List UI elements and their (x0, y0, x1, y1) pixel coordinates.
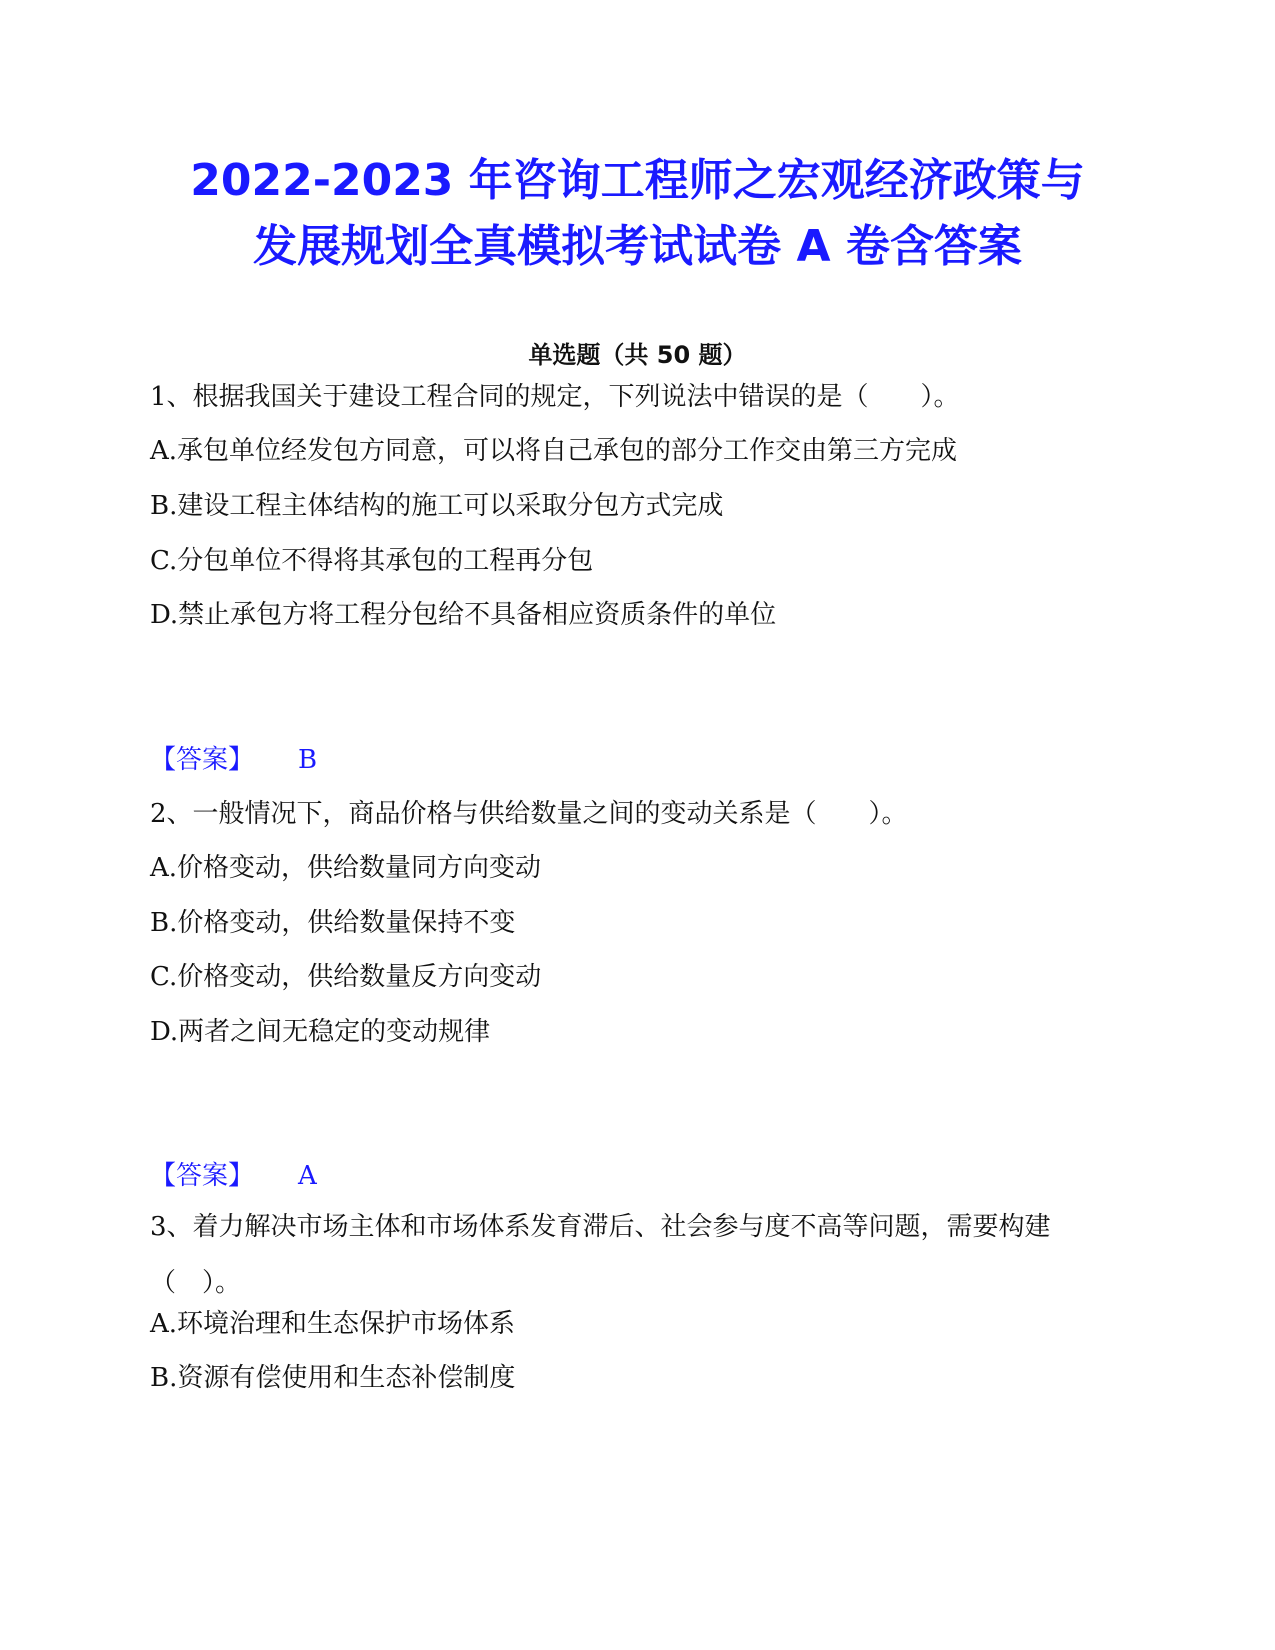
answer-value: B (298, 745, 318, 775)
question-1-option-c: C.分包单位不得将其承包的工程再分包 (150, 546, 594, 576)
document-title (120, 148, 1155, 280)
question-2-option-a: A.价格变动，供给数量同方向变动 (150, 853, 542, 883)
question-1-option-d: D.禁止承包方将工程分包给不具备相应资质条件的单位 (150, 600, 777, 630)
question-2-option-d: D.两者之间无稳定的变动规律 (150, 1017, 491, 1047)
answer-label: 【答案】 (150, 1161, 255, 1191)
question-3-option-a: A.环境治理和生态保护市场体系 (150, 1309, 516, 1339)
question-1-stem: 1、根据我国关于建设工程合同的规定，下列说法中错误的是（ ）。 (150, 382, 960, 412)
question-1-option-b: B.建设工程主体结构的施工可以采取分包方式完成 (150, 491, 724, 521)
question-2-option-b: B.价格变动，供给数量保持不变 (150, 908, 516, 938)
question-2-answer (150, 1159, 317, 1193)
question-2-option-c: C.价格变动，供给数量反方向变动 (150, 962, 542, 992)
section-heading: 单选题（共 50 题） (528, 341, 747, 369)
answer-label: 【答案】 (150, 745, 255, 775)
answer-value: A (298, 1161, 317, 1191)
question-1-option-a: A.承包单位经发包方同意，可以将自己承包的部分工作交由第三方完成 (150, 436, 958, 466)
question-3-option-b: B.资源有偿使用和生态补偿制度 (150, 1363, 516, 1393)
question-3-stem: 3、着力解决市场主体和市场体系发育滞后、社会参与度不高等问题，需要构建（ ）。 (150, 1212, 1051, 1298)
document-title-line-1: 2022-2023 年咨询工程师之宏观经济政策与 (190, 155, 1085, 206)
document-title-line-2: 发展规划全真模拟考试试卷 A 卷含答案 (253, 221, 1022, 272)
question-2-stem: 2、一般情况下，商品价格与供给数量之间的变动关系是（ ）。 (150, 799, 908, 829)
question-1-answer (150, 743, 317, 777)
